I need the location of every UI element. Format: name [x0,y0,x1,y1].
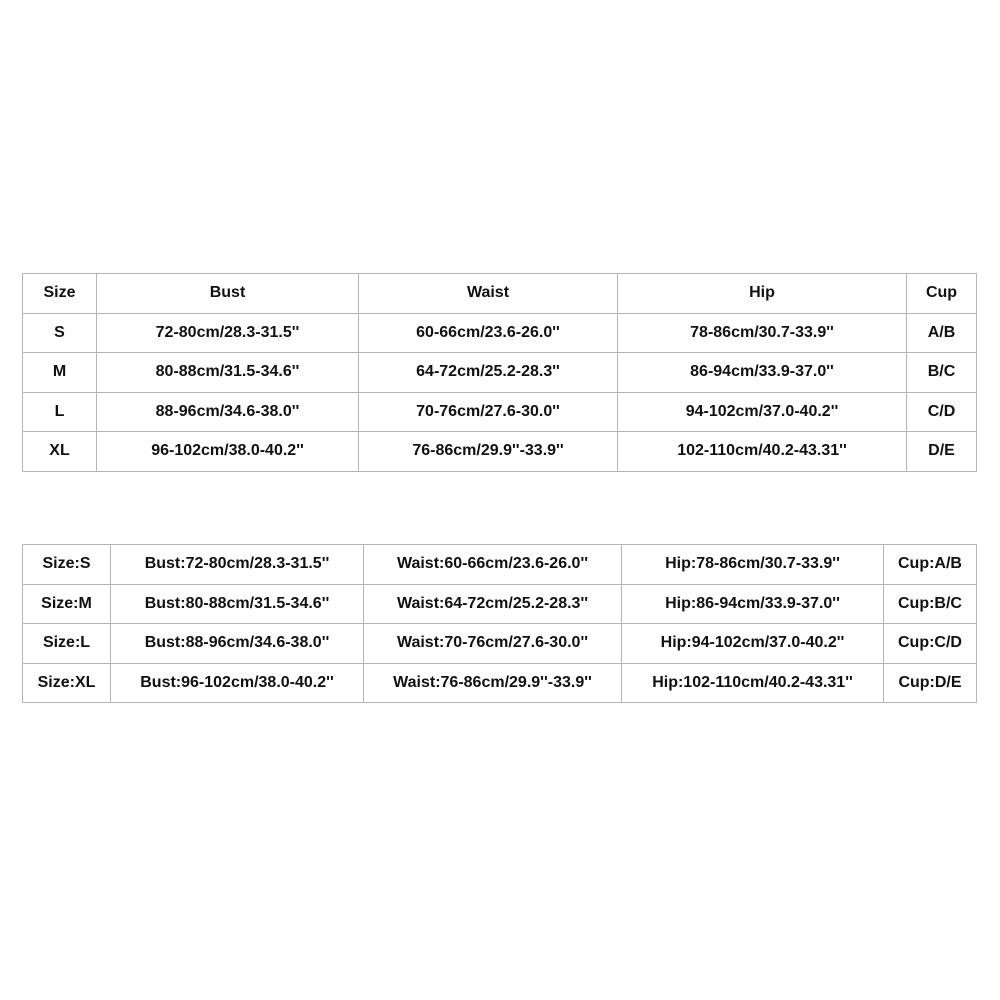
waist-cell: Waist:76-86cm/29.9''-33.9'' [364,663,622,703]
size-cell: Size:M [23,584,111,624]
bust-cell: 88-96cm/34.6-38.0'' [97,392,359,432]
bust-cell: Bust:72-80cm/28.3-31.5'' [111,545,364,585]
cup-cell: A/B [907,313,977,353]
hip-cell: 86-94cm/33.9-37.0'' [618,353,907,393]
table-row [23,584,977,624]
size-cell: XL [23,432,97,472]
hip-cell: Hip:78-86cm/30.7-33.9'' [622,545,884,585]
hip-cell: 78-86cm/30.7-33.9'' [618,313,907,353]
waist-cell: 70-76cm/27.6-30.0'' [359,392,618,432]
cup-cell: Cup:B/C [884,584,977,624]
cup-cell: C/D [907,392,977,432]
cup-cell: D/E [907,432,977,472]
table-row [23,432,977,472]
size-chart-table-header-layout [22,273,977,472]
bust-cell: Bust:88-96cm/34.6-38.0'' [111,624,364,664]
table-row [23,392,977,432]
waist-cell: 76-86cm/29.9''-33.9'' [359,432,618,472]
cup-cell: B/C [907,353,977,393]
waist-cell: Waist:60-66cm/23.6-26.0'' [364,545,622,585]
hip-cell: Hip:86-94cm/33.9-37.0'' [622,584,884,624]
header-size: Size [23,274,97,314]
waist-cell: 60-66cm/23.6-26.0'' [359,313,618,353]
bust-cell: 80-88cm/31.5-34.6'' [97,353,359,393]
size-cell: S [23,313,97,353]
header-cup: Cup [907,274,977,314]
header-bust: Bust [97,274,359,314]
hip-cell: 102-110cm/40.2-43.31'' [618,432,907,472]
size-cell: M [23,353,97,393]
hip-cell: Hip:102-110cm/40.2-43.31'' [622,663,884,703]
table-header-row [23,274,977,314]
bust-cell: Bust:80-88cm/31.5-34.6'' [111,584,364,624]
size-chart-table-inline-layout [22,544,977,703]
size-cell: Size:XL [23,663,111,703]
cup-cell: Cup:D/E [884,663,977,703]
bust-cell: 96-102cm/38.0-40.2'' [97,432,359,472]
bust-cell: Bust:96-102cm/38.0-40.2'' [111,663,364,703]
size-cell: Size:L [23,624,111,664]
hip-cell: Hip:94-102cm/37.0-40.2'' [622,624,884,664]
size-cell: Size:S [23,545,111,585]
header-waist: Waist [359,274,618,314]
cup-cell: Cup:A/B [884,545,977,585]
waist-cell: Waist:64-72cm/25.2-28.3'' [364,584,622,624]
hip-cell: 94-102cm/37.0-40.2'' [618,392,907,432]
table-row [23,353,977,393]
size-cell: L [23,392,97,432]
bust-cell: 72-80cm/28.3-31.5'' [97,313,359,353]
table-row [23,545,977,585]
waist-cell: 64-72cm/25.2-28.3'' [359,353,618,393]
table-row [23,663,977,703]
cup-cell: Cup:C/D [884,624,977,664]
table-row [23,313,977,353]
header-hip: Hip [618,274,907,314]
waist-cell: Waist:70-76cm/27.6-30.0'' [364,624,622,664]
table-row [23,624,977,664]
